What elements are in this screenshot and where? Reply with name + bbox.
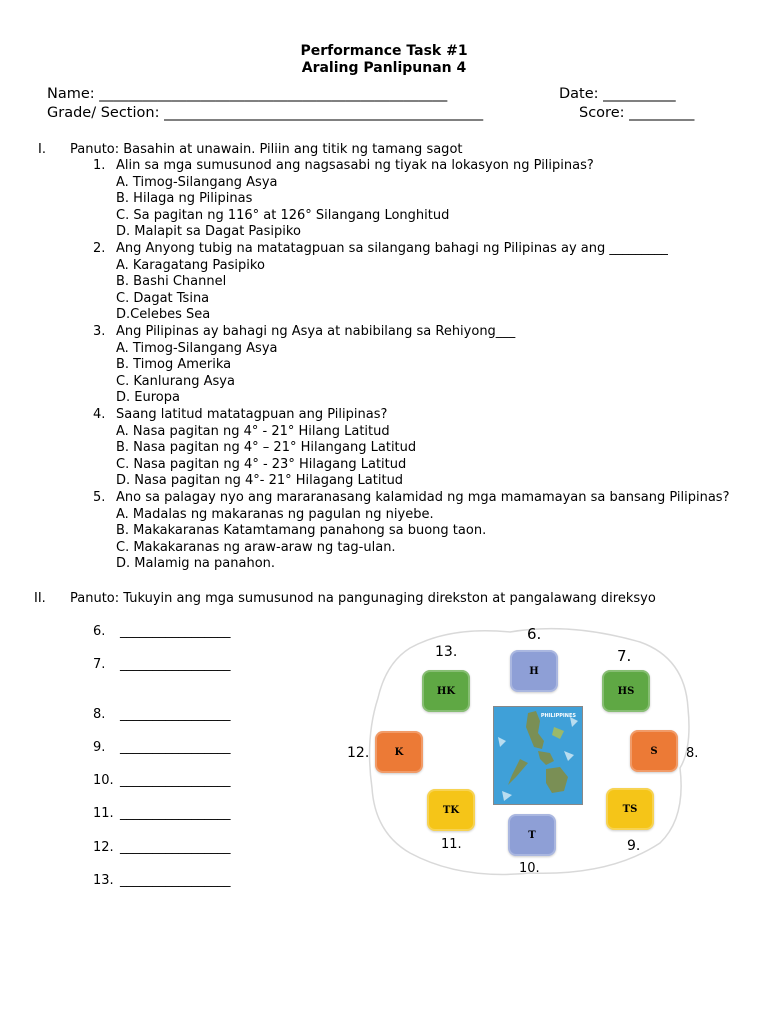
answer-choice[interactable]: D.Celebes Sea xyxy=(116,307,211,323)
tile-northeast-label: HS xyxy=(617,685,635,697)
answer-choice[interactable]: A. Nasa pagitan ng 4° - 21° Hilang Latitud xyxy=(116,423,390,439)
map-image xyxy=(494,707,582,804)
question-number: 3. xyxy=(93,324,106,339)
part2-instruction: Panuto: Tukuyin ang mga sumusunod na pangunaging direkston at pangalawang direksyo xyxy=(70,591,656,606)
tile-northeast xyxy=(602,670,650,712)
answer-blank[interactable]: _________________ xyxy=(120,806,231,821)
answer-number: 12. xyxy=(93,840,114,855)
question-number: 5. xyxy=(93,490,106,505)
question-text: Ang Anyong tubig na matatagpuan sa silangang bahagi ng Pilipinas ay ang _________ xyxy=(116,241,668,256)
answer-choice[interactable]: B. Timog Amerika xyxy=(116,357,232,373)
label-southeast: 9. xyxy=(627,838,641,854)
tile-west-label: K xyxy=(394,746,404,758)
part1-numeral: I. xyxy=(38,142,46,157)
label-west: 12. xyxy=(347,745,370,761)
tile-north xyxy=(510,650,558,692)
philippines-map xyxy=(493,706,583,805)
answer-choice[interactable]: C. Makakaranas ng araw-araw ng tag-ulan. xyxy=(116,539,396,555)
label-northwest: 13. xyxy=(435,644,458,660)
label-northeast: 7. xyxy=(617,647,632,665)
name-field[interactable]: Name: ________________________________________________ xyxy=(47,86,448,102)
answer-number: 6. xyxy=(93,624,106,639)
answer-choice[interactable]: C. Nasa pagitan ng 4° - 23° Hilagang Latitud xyxy=(116,456,407,472)
part1-instruction: Panuto: Basahin at unawain. Piliin ang titik ng tamang sagot xyxy=(70,142,463,157)
question-text: Saang latitud matatagpuan ang Pilipinas? xyxy=(116,407,388,422)
answer-choice[interactable]: B. Nasa pagitan ng 4° – 21° Hilangang Latitud xyxy=(116,440,417,456)
answer-choice[interactable]: A. Timog-Silangang Asya xyxy=(116,340,278,356)
answer-choice[interactable]: D. Europa xyxy=(116,390,180,406)
tile-southwest-label: TK xyxy=(442,804,460,816)
compass-diagram xyxy=(340,618,710,888)
tile-southeast xyxy=(606,788,654,830)
answer-choice[interactable]: D. Malamig na panahon. xyxy=(116,556,276,572)
answer-number: 13. xyxy=(93,873,114,888)
answer-choice[interactable]: B. Hilaga ng Pilipinas xyxy=(116,191,253,207)
tile-north-label: H xyxy=(529,665,539,677)
label-south: 10. xyxy=(519,861,540,876)
part2-numeral: II. xyxy=(34,591,46,606)
question-number: 2. xyxy=(93,241,106,256)
answer-choice[interactable]: A. Madalas ng makaranas ng pagulan ng niyebe. xyxy=(116,506,434,522)
tile-southeast-label: TS xyxy=(622,803,638,815)
answer-blank[interactable]: _________________ xyxy=(120,840,231,855)
label-east: 8. xyxy=(686,746,699,761)
tile-south xyxy=(508,814,556,856)
document-subtitle: Araling Panlipunan 4 xyxy=(301,60,467,76)
answer-number: 9. xyxy=(93,740,106,755)
tile-west xyxy=(375,731,423,773)
question-number: 1. xyxy=(93,158,106,173)
question-text: Ang Pilipinas ay bahagi ng Asya at nabibilang sa Rehiyong___ xyxy=(116,324,516,339)
tile-south-label: T xyxy=(528,829,536,841)
question-text: Alin sa mga sumusunod ang nagsasabi ng tiyak na lokasyon ng Pilipinas? xyxy=(116,158,594,173)
question-text: Ano sa palagay nyo ang mararanasang kalamidad ng mga mamamayan sa bansang Pilipinas? xyxy=(116,490,730,505)
map-label: PHILIPPINES xyxy=(540,713,576,719)
answer-number: 7. xyxy=(93,657,106,672)
answer-number: 11. xyxy=(93,806,114,821)
label-north: 6. xyxy=(527,625,542,643)
answer-blank[interactable]: _________________ xyxy=(120,773,231,788)
answer-choice[interactable]: C. Dagat Tsina xyxy=(116,290,210,306)
score-field[interactable]: Score: _________ xyxy=(579,105,695,121)
tile-northwest xyxy=(422,670,470,712)
tile-northwest-label: HK xyxy=(436,685,456,697)
answer-blank[interactable]: _________________ xyxy=(120,740,231,755)
tile-southwest xyxy=(427,789,475,831)
document-title: Performance Task #1 xyxy=(300,43,468,59)
answer-choice[interactable]: D. Malapit sa Dagat Pasipiko xyxy=(116,224,301,240)
answer-number: 8. xyxy=(93,707,106,722)
tile-east-label: S xyxy=(650,745,658,757)
answer-blank[interactable]: _________________ xyxy=(120,873,231,888)
date-field[interactable]: Date: __________ xyxy=(559,86,676,102)
answer-choice[interactable]: C. Sa pagitan ng 116° at 126° Silangang Longhitud xyxy=(116,207,450,223)
tile-east xyxy=(630,730,678,772)
answer-choice[interactable]: A. Karagatang Pasipiko xyxy=(116,257,265,273)
answer-choice[interactable]: B. Bashi Channel xyxy=(116,274,227,290)
grade-section-field[interactable]: Grade/ Section: ____________________________________________ xyxy=(47,105,484,121)
question-number: 4. xyxy=(93,407,106,422)
answer-choice[interactable]: A. Timog-Silangang Asya xyxy=(116,174,278,190)
answer-blank[interactable]: _________________ xyxy=(120,657,231,672)
label-southwest: 11. xyxy=(441,837,462,852)
answer-choice[interactable]: C. Kanlurang Asya xyxy=(116,373,235,389)
answer-blank[interactable]: _________________ xyxy=(120,624,231,639)
answer-blank[interactable]: _________________ xyxy=(120,707,231,722)
answer-choice[interactable]: B. Makakaranas Katamtamang panahong sa buong taon. xyxy=(116,523,487,539)
answer-choice[interactable]: D. Nasa pagitan ng 4°- 21° Hilagang Latitud xyxy=(116,473,404,489)
answer-number: 10. xyxy=(93,773,114,788)
